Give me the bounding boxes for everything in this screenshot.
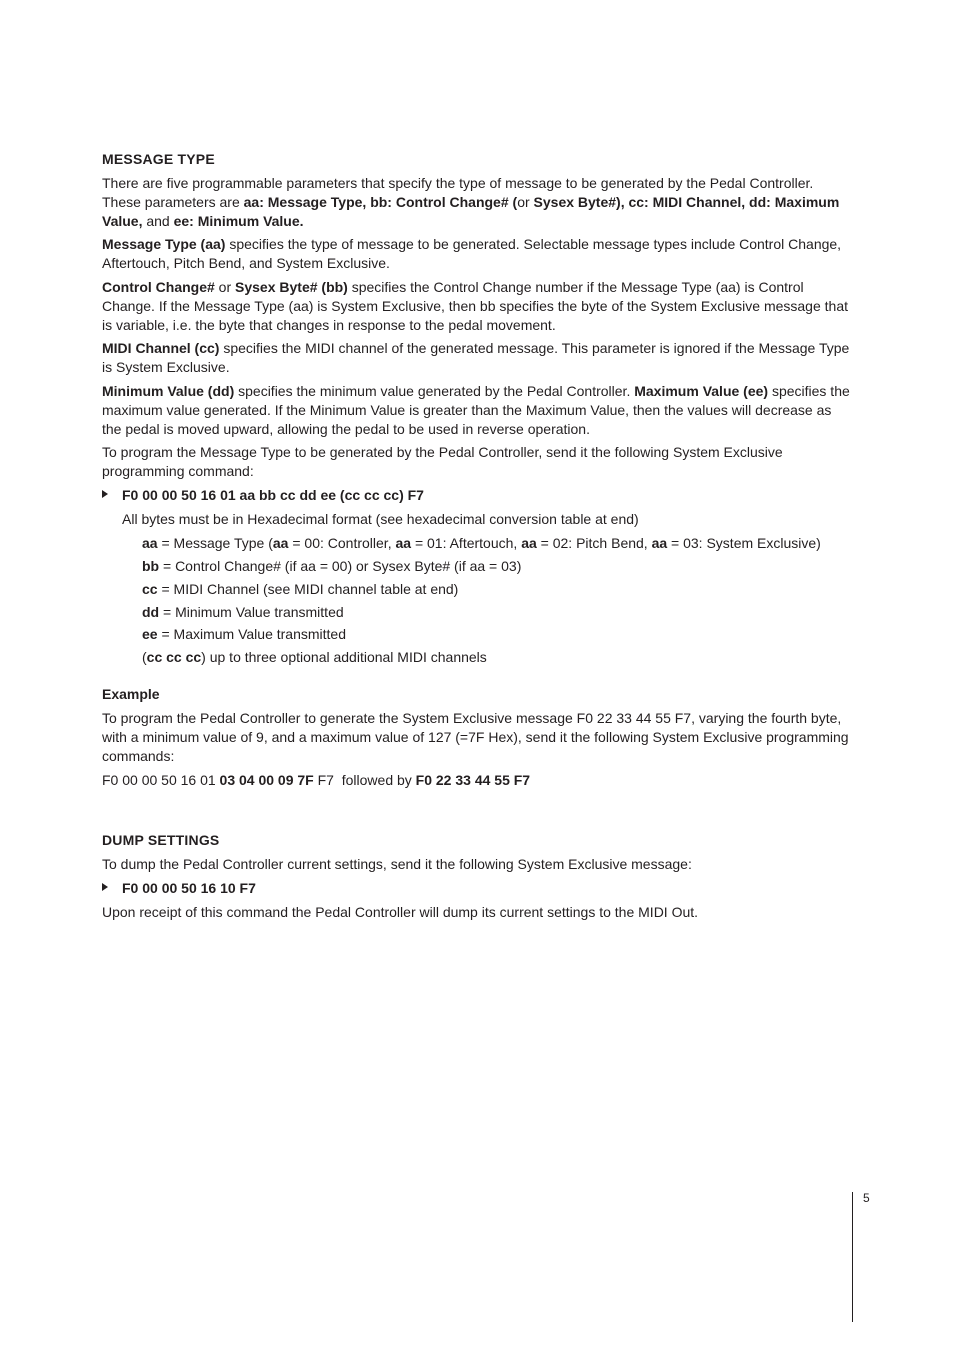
triangle-bullet-icon	[102, 490, 108, 498]
triangle-bullet-icon	[102, 883, 108, 891]
min-max-value-paragraph: Minimum Value (dd) specifies the minimum value generated by the Pedal Controller. Maximum Value (ee) specifies the maximum value generated. If the Minimum Value is greater than the Maximum Value, then the values will decrease as the pedal is moved upward, allowing the pedal to be used in reverse operation.	[102, 382, 850, 437]
message-type-command: F0 00 00 50 16 01 aa bb cc dd ee (cc cc cc) F7	[102, 486, 854, 505]
param-bb: bb = Control Change# (if aa = 00) or Sysex Byte# (if aa = 03)	[142, 557, 522, 574]
message-type-paragraph: Message Type (aa) specifies the type of message to be generated. Selectable message types include Control Change, Aftertouch, Pitch Bend, and System Exclusive.	[102, 236, 842, 272]
param-aa: aa = Message Type (aa = 00: Controller, aa = 01: Aftertouch, aa = 02: Pitch Bend, aa = 03: System Exclusive)	[142, 534, 821, 551]
param-dd: dd = Minimum Value transmitted	[142, 603, 344, 620]
page-margin-rule	[852, 1192, 853, 1322]
param-ee: ee = Maximum Value transmitted	[142, 626, 346, 643]
example-paragraph: To program the Pedal Controller to generate the System Exclusive message F0 22 33 44 55 F7, varying the fourth byte, with a minimum value of 9, and a maximum value of 127 (=7F Hex), send it the following System Exclusive programming commands:	[102, 710, 849, 764]
dump-paragraph: To dump the Pedal Controller current settings, send it the following System Exclusive message:	[102, 856, 692, 873]
control-change-paragraph: Control Change# or Sysex Byte# (bb) specifies the Control Change number if the Message Type (aa) is Control Change. If the Message Type (aa) is System Exclusive, then bb specifies the byte of the System Exclusive message that is variable, i.e. the byte that changes in response to the pedal movement.	[102, 278, 848, 333]
dump-after-paragraph: Upon receipt of this command the Pedal Controller will dump its current settings to the MIDI Out.	[102, 904, 699, 921]
section-heading-dump-settings: DUMP SETTINGS	[102, 832, 220, 849]
page-content	[102, 150, 854, 927]
midi-channel-paragraph: MIDI Channel (cc) specifies the MIDI channel of the generated message. This parameter is ignored if the Message Type is System Exclusive.	[102, 340, 850, 376]
example-command: F0 00 00 50 16 01 03 04 00 09 7F F7 followed by F0 22 33 44 55 F7	[102, 771, 531, 788]
hex-format-note: All bytes must be in Hexadecimal format (see hexadecimal conversion table at end)	[122, 510, 639, 527]
param-cc: cc = MIDI Channel (see MIDI channel table at end)	[142, 580, 459, 597]
section-heading-message-type: MESSAGE TYPE	[102, 151, 215, 167]
dump-command: F0 00 00 50 16 10 F7	[102, 879, 854, 898]
param-extra-channels: (cc cc cc) up to three optional additional MIDI channels	[142, 649, 487, 666]
program-paragraph: To program the Message Type to be generated by the Pedal Controller, send it the following System Exclusive programming command:	[102, 444, 783, 480]
intro-paragraph: There are five programmable parameters that specify the type of message to be generated by the Pedal Controller. These parameters are aa: Message Type, bb: Control Change# (or Sysex Byte#), cc: MIDI Channel, dd: Maximum Value, and ee: Minimum Value.	[102, 175, 840, 229]
page-number: 5	[863, 1191, 870, 1205]
example-heading: Example	[102, 686, 160, 703]
parameter-list	[102, 534, 854, 668]
